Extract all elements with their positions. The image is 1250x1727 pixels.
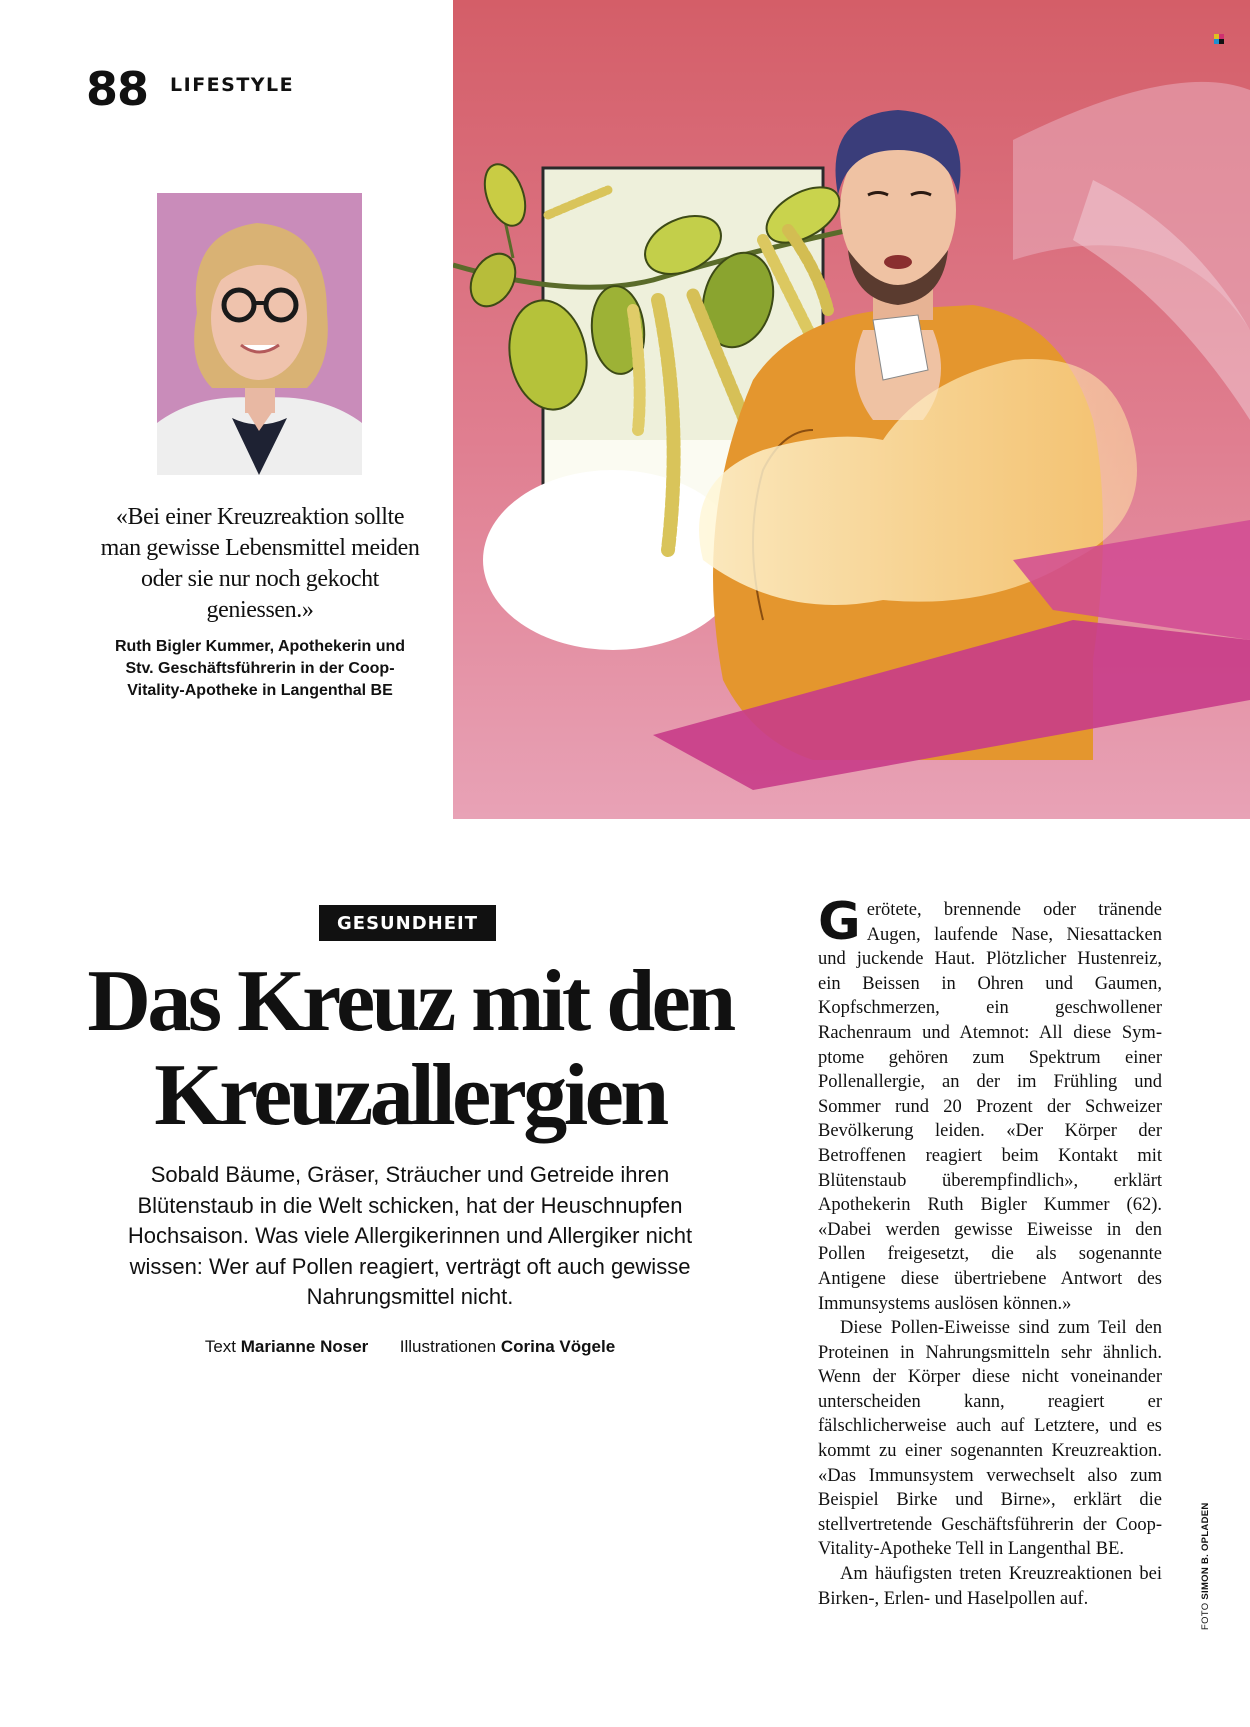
page-number: 88: [86, 62, 149, 116]
drop-cap: G: [818, 892, 861, 952]
byline: [110, 1337, 710, 1357]
body-paragraph: Diese Pollen-Eiweisse sind zum Teil den Proteinen in Nahrungsmitteln sehr ähnlich. Wenn der Körper diese nicht voneinander unterscheiden kann, reagiert er fälschlicherweise auch auf Letztere, und es kommt zu einer sogenannten Kreuzreaktion. «Das Immunsystem verwechselt also zum Beispiel Birke und Birne», erklärt die stellvertretende Geschäftsführerin der Coop-Vitality-Apotheke Tell in Langenthal BE.: [818, 1318, 1162, 1560]
section-label: LIFESTYLE: [170, 74, 295, 96]
text-credit-label: Text: [204, 1337, 236, 1356]
color-registration-icon: [1214, 34, 1224, 44]
body-paragraph: Gerötete, brennende oder tränende Augen, laufende Nase, Niesattacken und juckende Haut. Plötzlicher Hustenreiz, ein Beissen in Ohren und Gaumen, Kopfschmerzen, ein geschwollener Rachenraum und Atemnot: All diese Symptome gehören zum Spektrum einer Pollenallergie, an der im Frühling und Sommer rund 20 Prozent der Schweizer Bevölkerung leiden. «Der Körper der Betroffenen reagiert beim Kontakt mit Blütenstaub überempfindlich», erklärt Apothekerin Ruth Bigler Kummer (62). «Dabei werden gewisse Eiweisse in den Pollen freigesetzt, die als sogenannte Antigene diese übertriebene Antwort des Immunsystems auslösen können.»: [818, 892, 1162, 1314]
quote-attribution: Ruth Bigler Kummer, Apothekerin und Stv. Geschäftsführerin in der Coop-Vitality-Apotheke in Langenthal BE: [114, 638, 406, 699]
article-body: [818, 892, 1162, 1611]
portrait-photo: [157, 193, 362, 475]
pull-quote: «Bei einer Kreuzreaktion sollte man gewisse Lebensmittel meiden oder sie nur noch gekocht geniessen.»: [100, 504, 420, 623]
illustration-credit-label: Illustrationen: [399, 1337, 497, 1356]
body-paragraph: Am häufigsten treten Kreuzreaktionen bei Birken-, Erlen- und Haselpollen auf.: [818, 1564, 1162, 1609]
headline: Das Kreuz mit den Kreuzallergien: [87, 953, 733, 1144]
photo-credit: FOTO SIMON B. OPLADEN: [1200, 1502, 1211, 1630]
allergy-illustration: [453, 0, 1250, 819]
lead-paragraph: Sobald Bäume, Gräser, Sträucher und Getreide ihren Blütenstaub in die Welt schicken, hat der Heuschnupfen Hochsaison. Was viele Allergikerinnen und Allergiker nicht wissen: Wer auf Pollen reagiert, verträgt oft auch gewisse Nahrungsmittel nicht.: [127, 1162, 693, 1309]
page-header: [86, 62, 295, 116]
category-badge: GESUNDHEIT: [319, 905, 496, 941]
text-credit-author: Marianne Noser: [240, 1337, 369, 1356]
illustration-credit-author: Corina Vögele: [500, 1337, 616, 1356]
